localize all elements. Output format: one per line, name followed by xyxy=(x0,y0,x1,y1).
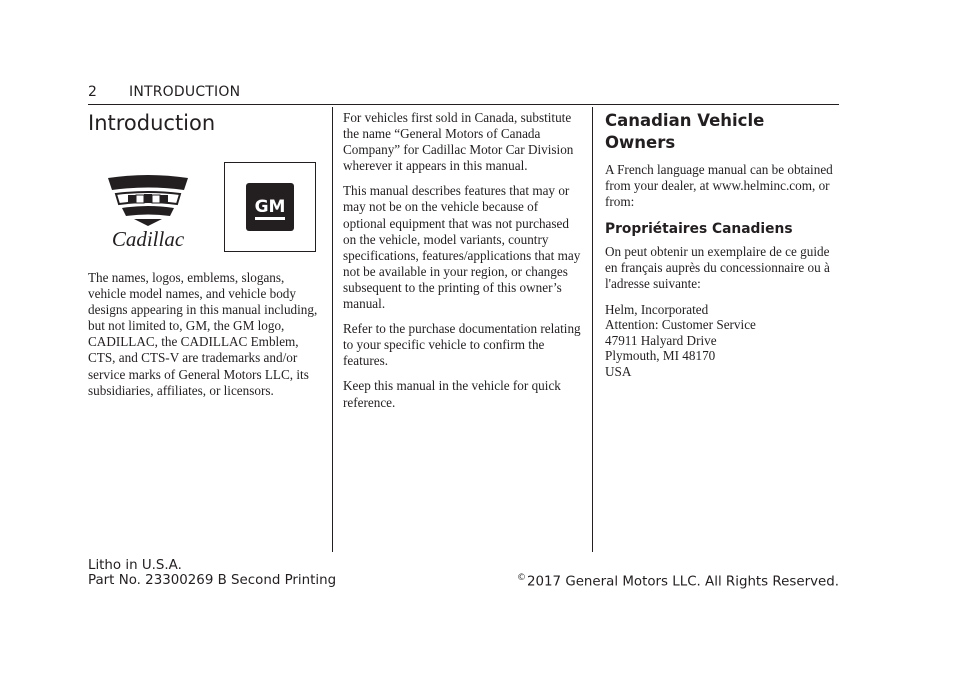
cadillac-wordmark: Cadillac xyxy=(111,227,185,251)
canada-name-paragraph: For vehicles first sold in Canada, substitute the name “General Motors of Canada Company” for Cadillac Motor Car Division wherever it appears in this manual. xyxy=(343,110,574,174)
column-1 xyxy=(88,110,324,408)
address-line: Attention: Customer Service xyxy=(605,317,756,333)
french-manual-paragraph: A French language manual can be obtained from your dealer, at www.helminc.com, or from: xyxy=(605,162,833,210)
address-line: Plymouth, MI 48170 xyxy=(605,348,716,364)
page-heading: Introduction xyxy=(88,111,216,135)
address-line: 47911 Halyard Drive xyxy=(605,332,717,348)
column-2 xyxy=(343,110,583,420)
logos xyxy=(88,162,324,256)
running-header xyxy=(88,84,839,105)
column-3 xyxy=(605,110,839,380)
trademark-paragraph: The names, logos, emblems, slogans, vehicle model names, and vehicle body designs appearing in this manual including, but not limited to, GM, the GM logo, CADILLAC, the CADILLAC Emblem, CTS, and CTS-V are trademarks and/or service marks of General Motors LLC, its subsidiaries, affiliates, or licensors. xyxy=(88,270,318,398)
footer-litho: Litho in U.S.A. xyxy=(88,558,182,573)
gm-emblem-icon xyxy=(246,183,294,231)
cadillac-logo xyxy=(98,174,198,252)
column-divider-2 xyxy=(592,107,593,552)
copyright-notice xyxy=(517,573,839,589)
address-line: Helm, Incorporated xyxy=(605,301,709,317)
gm-logo xyxy=(224,162,316,252)
address-line: USA xyxy=(605,363,632,379)
part-number: Part No. 23300269 B Second Printing xyxy=(88,573,337,588)
keep-manual-paragraph: Keep this manual in the vehicle for quick reference. xyxy=(343,378,561,410)
features-paragraph: This manual describes features that may or may not be on the vehicle because of optional equipment that was not purchased on the vehicle, model variants, country specifications, features/applications that may not be available in your region, or changes subsequent to the printing of this owner’s manual. xyxy=(343,183,581,312)
page-number: 2 xyxy=(88,84,97,100)
proprietaires-heading: Propriétaires Canadiens xyxy=(605,221,793,238)
copyright-symbol: © xyxy=(516,573,526,583)
purchase-docs-paragraph: Refer to the purchase documentation relating to your specific vehicle to confirm the features. xyxy=(343,321,581,369)
copyright-text: 2017 General Motors LLC. All Rights Reserved. xyxy=(526,574,839,590)
section-title: INTRODUCTION xyxy=(129,84,241,100)
french-paragraph: On peut obtenir un exemplaire de ce guide en français auprès du concessionnaire ou à l'adresse suivante: xyxy=(605,244,830,292)
canadian-owners-heading: Canadian Vehicle Owners xyxy=(605,111,765,152)
mailing-address xyxy=(605,302,839,380)
column-divider-1 xyxy=(332,107,333,552)
gm-mark-text: GM xyxy=(254,197,286,217)
